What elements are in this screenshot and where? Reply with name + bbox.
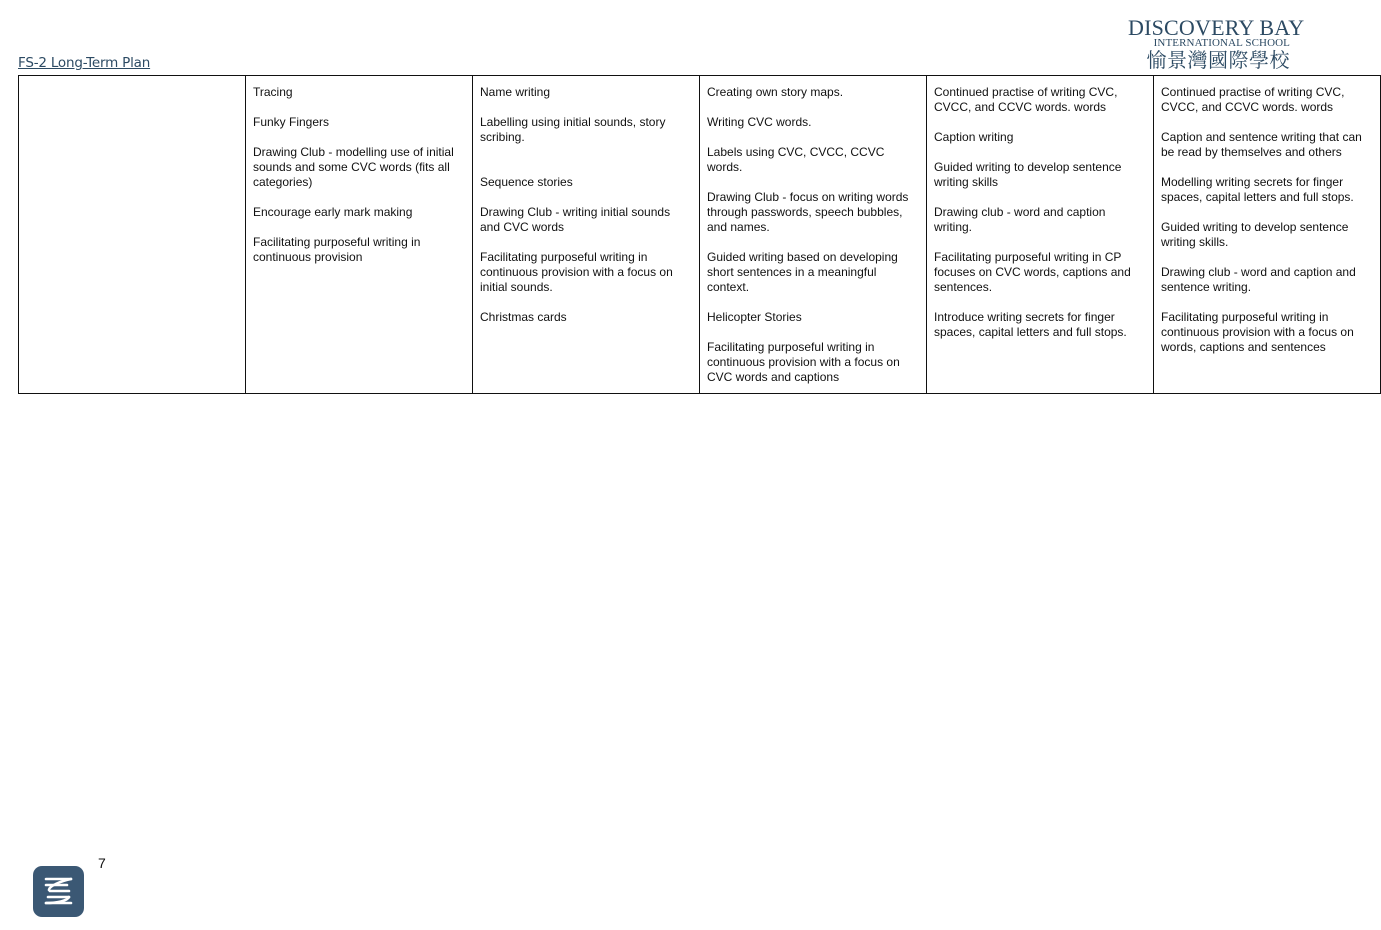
plan-entry: Labels using CVC, CVCC, CCVC words. — [707, 145, 885, 174]
plan-entry: Modelling writing secrets for finger spaces, capital letters and full stops. — [1161, 175, 1354, 204]
plan-entry: Facilitating purposeful writing in continuous provision — [253, 235, 421, 264]
document-title: FS-2 Long-Term Plan — [18, 55, 151, 71]
logo-line-subtitle: INTERNATIONAL SCHOOL — [1153, 37, 1290, 49]
plan-entry: Drawing Club - writing initial sounds and CVC words — [480, 205, 671, 234]
plan-cell-term-2 — [473, 76, 700, 394]
plan-entry: Facilitating purposeful writing in CP focuses on CVC words, captions and sentences. — [934, 250, 1131, 294]
plan-entry: Introduce writing secrets for finger spaces, capital letters and full stops. — [934, 310, 1127, 339]
plan-entry: Helicopter Stories — [707, 310, 802, 324]
plan-cell-term-5 — [1154, 76, 1381, 394]
plan-entry: Christmas cards — [480, 310, 567, 324]
plan-entry: Encourage early mark making — [253, 205, 413, 219]
plan-entry: Labelling using initial sounds, story scribing. — [480, 115, 666, 144]
plan-entry: Drawing club - word and caption and sentence writing. — [1161, 265, 1356, 294]
plan-entry: Drawing Club - focus on writing words through passwords, speech bubbles, and names. — [707, 190, 909, 234]
logo-line-chinese: 愉景灣國際學校 — [1146, 48, 1290, 72]
plan-entry: Writing CVC words. — [707, 115, 812, 129]
school-logo — [1128, 15, 1305, 72]
plan-entry: Name writing — [480, 85, 551, 99]
app-logo-icon — [33, 866, 84, 917]
plan-entry: Drawing Club - modelling use of initial sounds and some CVC words (fits all categories) — [253, 145, 454, 189]
plan-cell-label — [19, 76, 246, 394]
plan-entry: Guided writing based on developing short sentences in a meaningful context. — [707, 250, 898, 294]
plan-entry: Facilitating purposeful writing in continuous provision with a focus on CVC words and captions — [707, 340, 900, 384]
plan-entry: Guided writing to develop sentence writing skills — [934, 160, 1122, 189]
plan-cell-term-1 — [246, 76, 473, 394]
page-number: 7 — [98, 855, 106, 871]
logo-line-english: DISCOVERY BAY — [1128, 15, 1305, 40]
plan-entry: Drawing club - word and caption writing. — [934, 205, 1106, 234]
app-logo-badge — [33, 866, 84, 917]
plan-entry: Creating own story maps. — [707, 85, 844, 99]
long-term-plan-table — [18, 75, 1381, 394]
plan-entry: Caption writing — [934, 130, 1014, 144]
plan-entry: Guided writing to develop sentence writing skills. — [1161, 220, 1349, 249]
plan-entry: Caption and sentence writing that can be read by themselves and others — [1161, 130, 1362, 159]
plan-entry: Sequence stories — [480, 175, 573, 189]
plan-entry: Continued practise of writing CVC, CVCC, and CCVC words. words — [934, 85, 1118, 114]
plan-entry: Funky Fingers — [253, 115, 330, 129]
plan-entry: Tracing — [253, 85, 293, 99]
plan-cell-term-4 — [927, 76, 1154, 394]
plan-entry: Facilitating purposeful writing in continuous provision with a focus on initial sounds. — [480, 250, 673, 294]
plan-cell-term-3 — [700, 76, 927, 394]
plan-entry: Continued practise of writing CVC, CVCC, and CCVC words. words — [1161, 85, 1345, 114]
plan-row — [19, 76, 1381, 394]
plan-entry: Facilitating purposeful writing in continuous provision with a focus on words, captions and sentences — [1161, 310, 1354, 354]
